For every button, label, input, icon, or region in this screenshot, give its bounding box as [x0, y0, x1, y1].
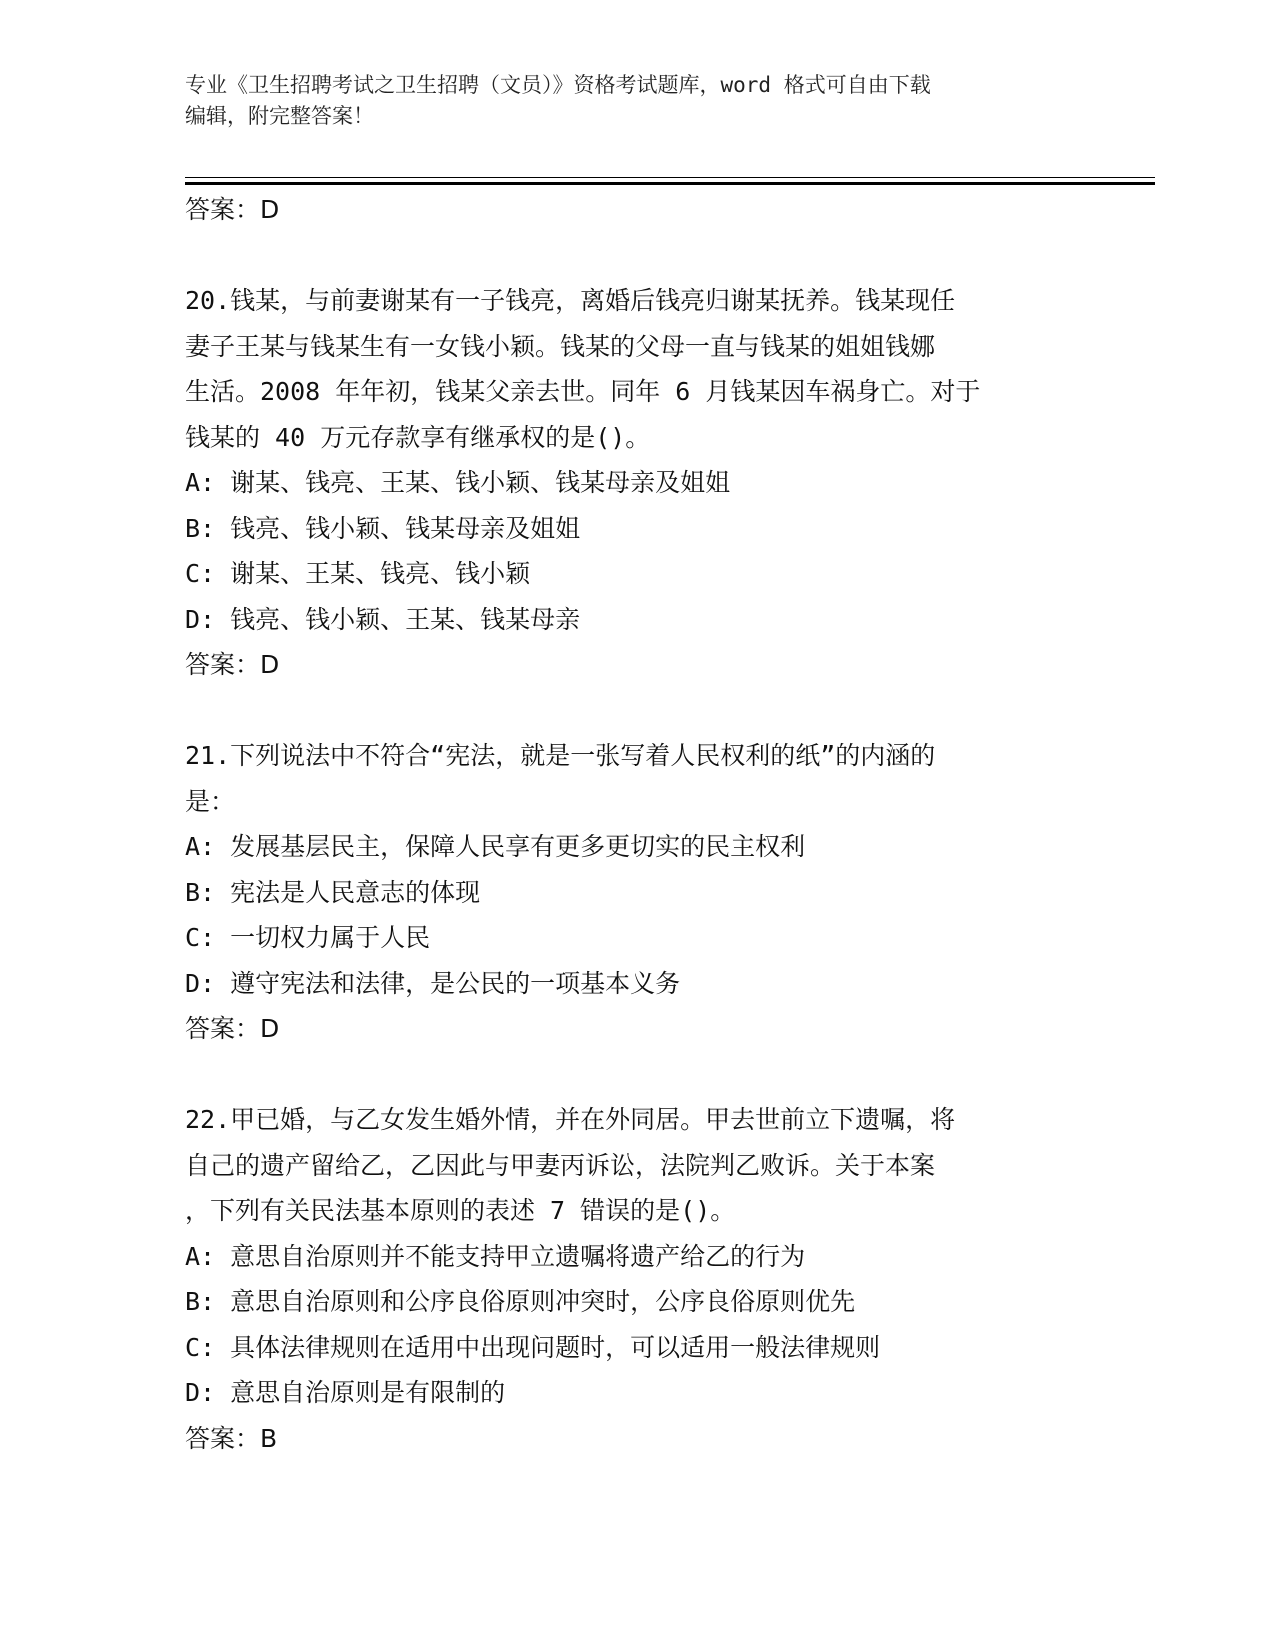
- question-content: [185, 187, 1065, 1461]
- question-stem-line: 是：: [185, 786, 236, 816]
- question-stem-line: 自己的遗产留给乙，乙因此与甲妻丙诉讼，法院判乙败诉。关于本案: [185, 1150, 936, 1180]
- header-line-2: 编辑，附完整答案！: [185, 104, 374, 128]
- spacer: [185, 688, 1065, 734]
- question-22: [185, 1097, 1065, 1461]
- header-divider-thin: [185, 177, 1155, 178]
- header-divider-thick: [185, 182, 1155, 185]
- option-c: C: 一切权力属于人民: [185, 923, 431, 952]
- header-line-1: 专业《卫生招聘考试之卫生招聘（文员）》资格考试题库，word 格式可自由下载: [185, 73, 931, 97]
- question-stem-line: 妻子王某与钱某生有一女钱小颖。钱某的父母一直与钱某的姐姐钱娜: [185, 331, 936, 361]
- previous-answer: 答案：D: [185, 195, 280, 224]
- question-stem-line: 21.下列说法中不符合“宪法，就是一张写着人民权利的纸”的内涵的: [185, 741, 936, 770]
- question-stem-line: ，下列有关民法基本原则的表述 7 错误的是()。: [185, 1196, 736, 1225]
- question-stem-line: 22.甲已婚，与乙女发生婚外情，并在外同居。甲去世前立下遗嘱，将: [185, 1105, 956, 1134]
- page-header: [185, 70, 1085, 132]
- question-stem-line: 20.钱某，与前妻谢某有一子钱亮，离婚后钱亮归谢某抚养。钱某现任: [185, 286, 956, 315]
- option-b: B: 宪法是人民意志的体现: [185, 877, 481, 907]
- option-d: D: 钱亮、钱小颖、王某、钱某母亲: [185, 604, 581, 634]
- answer-line: 答案：B: [185, 1423, 278, 1453]
- option-a: A: 发展基层民主，保障人民享有更多更切实的民主权利: [185, 832, 806, 861]
- option-b: B: 意思自治原则和公序良俗原则冲突时，公序良俗原则优先: [185, 1287, 856, 1316]
- question-21: [185, 733, 1065, 1052]
- option-c: C: 谢某、王某、钱亮、钱小颖: [185, 559, 531, 588]
- option-c: C: 具体法律规则在适用中出现问题时，可以适用一般法律规则: [185, 1332, 881, 1362]
- spacer: [185, 1052, 1065, 1098]
- option-d: D: 遵守宪法和法律，是公民的一项基本义务: [185, 968, 681, 998]
- spacer: [185, 233, 1065, 279]
- option-b: B: 钱亮、钱小颖、钱某母亲及姐姐: [185, 513, 581, 543]
- question-20: [185, 278, 1065, 688]
- question-stem-line: 生活。2008 年年初，钱某父亲去世。同年 6 月钱某因车祸身亡。对于: [185, 377, 981, 406]
- option-d: D: 意思自治原则是有限制的: [185, 1378, 506, 1407]
- answer-line: 答案：D: [185, 650, 280, 679]
- question-stem-line: 钱某的 40 万元存款享有继承权的是()。: [185, 422, 651, 452]
- option-a: A: 谢某、钱亮、王某、钱小颖、钱某母亲及姐姐: [185, 468, 731, 497]
- answer-line: 答案：D: [185, 1014, 280, 1043]
- option-a: A: 意思自治原则并不能支持甲立遗嘱将遗产给乙的行为: [185, 1241, 806, 1271]
